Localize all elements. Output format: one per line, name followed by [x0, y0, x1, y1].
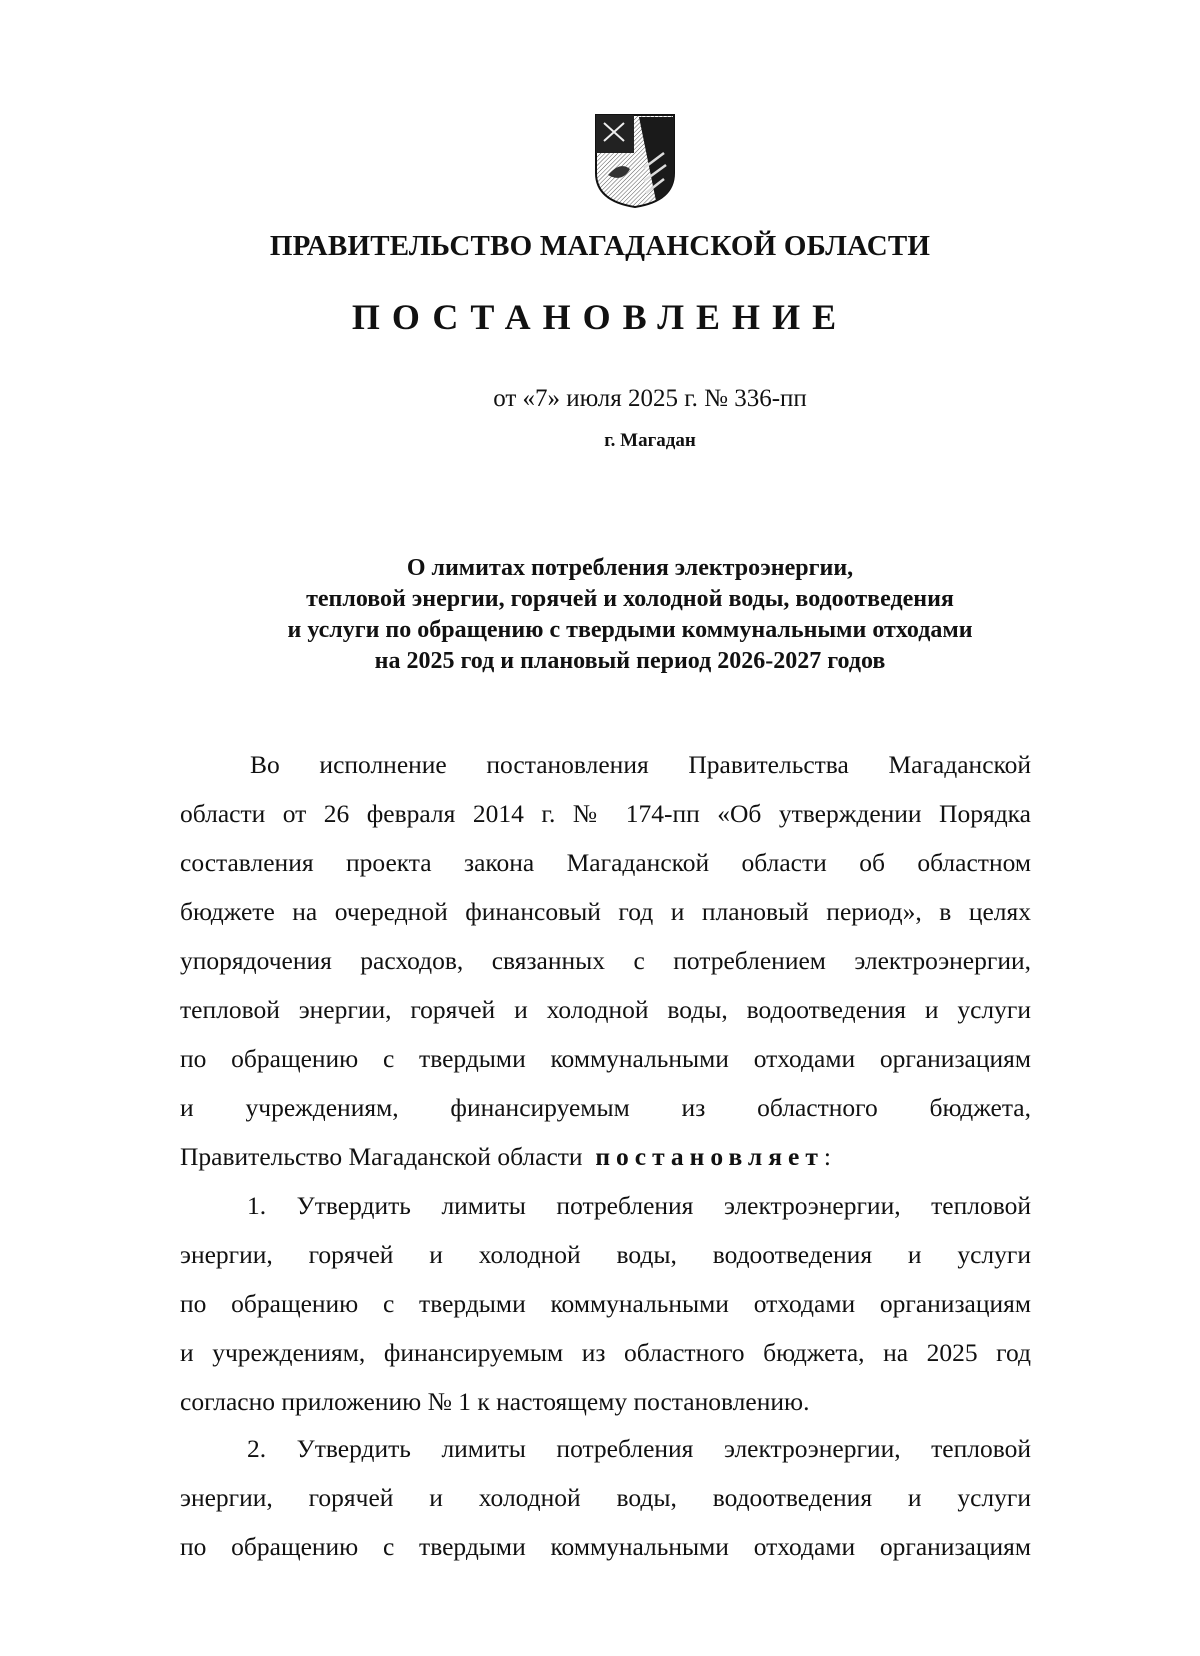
text-line: составления проекта закона Магаданской области об областном [180, 848, 1031, 877]
document-title [150, 553, 1110, 677]
decree-word: постановляет [595, 1142, 824, 1171]
text-line: согласно приложению № 1 к настоящему постановлению. [180, 1387, 810, 1416]
text-line: 2. Утвердить лимиты потребления электроэнергии, тепловой [247, 1434, 1031, 1463]
document-type-heading: ПОСТАНОВЛЕНИЕ [351, 297, 849, 337]
text-line: области от 26 февраля 2014 г. № 174-пп «Об утверждении Порядка [180, 799, 1031, 828]
date-number-line: от «7» июля 2025 г. № 336-пп [493, 385, 807, 412]
text-line: энергии, горячей и холодной воды, водоотведения и услуги [180, 1483, 1031, 1512]
text-line: энергии, горячей и холодной воды, водоотведения и услуги [180, 1240, 1031, 1269]
coat-of-arms-icon [594, 113, 676, 209]
text-line: бюджете на очередной финансовый год и плановый период», в целях [180, 897, 1031, 926]
text-line: Во исполнение постановления Правительства Магаданской [250, 750, 1031, 779]
preamble-paragraph [180, 740, 1031, 1181]
text-line: по обращению с твердыми коммунальными отходами организациям [180, 1289, 1031, 1318]
title-line: тепловой энергии, горячей и холодной воды, водоотведения [306, 586, 954, 612]
city-line: г. Магадан [604, 430, 696, 451]
text-line: тепловой энергии, горячей и холодной воды, водоотведения и услуги [180, 995, 1031, 1024]
title-line: на 2025 год и плановый период 2026-2027 годов [374, 648, 886, 674]
text-line: 1. Утвердить лимиты потребления электроэнергии, тепловой [247, 1191, 1031, 1220]
text-line: по обращению с твердыми коммунальными отходами организациям [180, 1044, 1031, 1073]
text-line: по обращению с твердыми коммунальными отходами организациям [180, 1532, 1031, 1561]
title-line: и услуги по обращению с твердыми коммунальными отходами [287, 617, 973, 643]
text-line: и учреждениям, финансируемым из областного бюджета, на 2025 год [180, 1338, 1031, 1367]
decree-line [180, 1132, 1031, 1181]
organization-heading: ПРАВИТЕЛЬСТВО МАГАДАНСКОЙ ОБЛАСТИ [269, 230, 931, 262]
decree-line-text: Правительство Магаданской области [180, 1142, 583, 1171]
text-line: упорядочения расходов, связанных с потреблением электроэнергии, [180, 946, 1031, 975]
decree-colon: : [823, 1142, 831, 1171]
title-line: О лимитах потребления электроэнергии, [406, 555, 854, 581]
item-2-paragraph [180, 1424, 1031, 1571]
item-1-paragraph [180, 1181, 1031, 1426]
text-line: и учреждениям, финансируемым из областного бюджета, [180, 1093, 1031, 1122]
